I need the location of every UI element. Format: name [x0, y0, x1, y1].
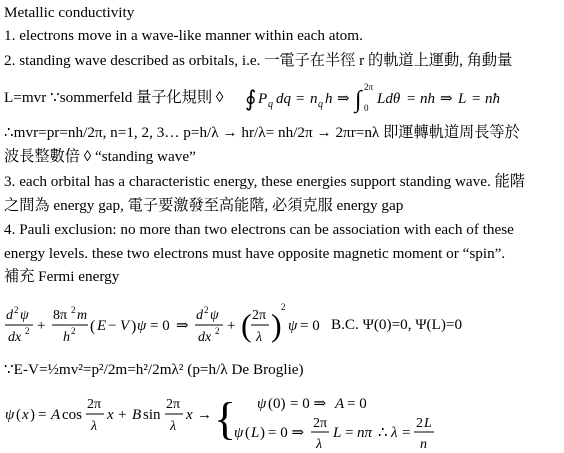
svg-text:ψ: ψ: [137, 318, 147, 334]
svg-text:∫: ∫: [355, 87, 362, 113]
svg-text:d: d: [6, 308, 13, 323]
svg-text:x: x: [22, 407, 29, 423]
svg-text:ψ: ψ: [5, 407, 15, 423]
svg-text:n: n: [310, 91, 318, 107]
document-title: Metallic conductivity: [4, 4, 135, 21]
svg-text:ψ: ψ: [288, 318, 298, 334]
svg-text:∴: ∴: [378, 425, 388, 441]
svg-text:=: =: [296, 91, 305, 107]
svg-text:nπ: nπ: [357, 425, 373, 441]
svg-text:=: =: [407, 91, 416, 107]
svg-text:L: L: [424, 416, 432, 431]
svg-text:(: (: [16, 407, 21, 423]
svg-text:+: +: [118, 407, 127, 423]
svg-text:= 0: = 0: [300, 318, 320, 334]
svg-text:ψ: ψ: [210, 308, 219, 323]
svg-text:L: L: [458, 91, 467, 107]
svg-text:= 0: = 0: [150, 318, 170, 334]
svg-text:→: →: [197, 407, 212, 423]
svg-text:d: d: [196, 308, 203, 323]
svg-text:x: x: [107, 407, 114, 423]
svg-text:0: 0: [364, 103, 369, 113]
svg-text:h: h: [63, 330, 70, 345]
paragraph-4-line-2: energy levels. these two electrons must have opposite magnetic moment or “spin”.: [4, 245, 506, 262]
svg-text:∮: ∮: [245, 86, 257, 111]
svg-text:ψ: ψ: [234, 425, 244, 441]
svg-text:λ: λ: [316, 437, 323, 452]
svg-text:2π: 2π: [87, 397, 102, 412]
supplement-heading: 補充 Fermi energy: [4, 268, 120, 285]
svg-text:): ): [131, 318, 137, 335]
energy-relation-line: ∵E-V=½mv²=p²/2m=h²/2mλ² (p=h/λ De Broglie): [4, 361, 304, 378]
paragraph-4-line-1: 4. Pauli exclusion: no more than two electrons can be association with each of these: [4, 221, 514, 238]
svg-text:⇒: ⇒: [337, 91, 350, 107]
svg-text:q: q: [318, 99, 323, 110]
svg-text:dq: dq: [276, 91, 291, 107]
svg-text:⇒: ⇒: [440, 91, 453, 107]
svg-text:2π: 2π: [252, 308, 267, 323]
svg-text:nħ: nħ: [485, 91, 500, 107]
svg-text:cos: cos: [62, 407, 82, 423]
svg-text:2π: 2π: [166, 397, 181, 412]
svg-text:L: L: [251, 425, 260, 441]
svg-text:nh: nh: [420, 91, 435, 107]
paragraph-3-line-2: 之間為 energy gap, 電子要激發至高能階, 必須克服 energy gap: [4, 197, 404, 214]
svg-text:sin: sin: [143, 407, 161, 423]
svg-text:2: 2: [71, 326, 76, 336]
svg-text:=: =: [345, 425, 354, 441]
svg-text:V: V: [120, 318, 130, 334]
svg-text:{: {: [214, 393, 237, 444]
svg-text:λ: λ: [391, 425, 398, 441]
svg-text:2: 2: [71, 305, 76, 315]
svg-text:n: n: [420, 437, 427, 452]
svg-text:2: 2: [25, 326, 30, 336]
derivation-line-1: ∴mvr=pr=nh/2π, n=1, 2, 3… p=h/λ → hr/λ= nh/2π → 2πr=nλ 即運轉軌道周長等於: [4, 124, 520, 141]
svg-text:(0): (0): [268, 396, 286, 412]
svg-text:A: A: [335, 396, 345, 412]
svg-text:λ: λ: [170, 419, 177, 434]
svg-text:): ): [30, 407, 35, 423]
svg-text:2π: 2π: [364, 82, 374, 92]
svg-text:h: h: [325, 91, 333, 107]
svg-text:⇒: ⇒: [176, 318, 189, 334]
svg-text:+: +: [227, 318, 236, 334]
svg-text:A: A: [51, 407, 61, 423]
svg-text:= 0 ⇒: = 0 ⇒: [268, 425, 305, 441]
svg-text:= 0: = 0: [347, 396, 367, 412]
svg-text:dx: dx: [8, 330, 22, 345]
boundary-conditions: B.C. Ψ(0)=0, Ψ(L)=0: [331, 316, 463, 333]
paragraph-3-line-1: 3. each orbital has a characteristic energy, these energies support standing wave. 能階: [4, 173, 525, 190]
equation-l-prefix: L=mvr ∵sommerfeld 量子化規則 ◊: [4, 89, 224, 106]
svg-text:P: P: [258, 91, 268, 107]
svg-text:q: q: [268, 99, 273, 110]
svg-text:2: 2: [416, 416, 423, 431]
svg-text:ψ: ψ: [257, 396, 267, 412]
svg-text:(: (: [245, 425, 250, 441]
svg-text:−: −: [108, 318, 117, 334]
svg-text:= 0 ⇒: = 0 ⇒: [290, 396, 327, 412]
paragraph-2: 2. standing wave described as orbitals, i.e. 一電子在半徑 r 的軌道上運動, 角動量: [4, 52, 513, 69]
svg-text:+: +: [37, 318, 46, 334]
svg-text:2: 2: [204, 305, 209, 315]
svg-text:Ldθ: Ldθ: [377, 91, 401, 107]
svg-text:L: L: [333, 425, 342, 441]
svg-text:dx: dx: [198, 330, 212, 345]
svg-text:m: m: [77, 308, 88, 323]
svg-text:2π: 2π: [313, 416, 328, 431]
svg-text:=: =: [402, 425, 411, 441]
paragraph-1: 1. electrons move in a wave-like manner within each atom.: [4, 27, 363, 44]
svg-text:ψ: ψ: [20, 308, 29, 323]
svg-text:λ: λ: [91, 419, 98, 434]
svg-text:8π: 8π: [53, 308, 68, 323]
svg-text:λ: λ: [256, 330, 263, 345]
svg-text:(: (: [241, 307, 252, 343]
svg-text:=: =: [472, 91, 481, 107]
svg-text:2: 2: [14, 305, 19, 315]
svg-text:): ): [260, 425, 265, 441]
derivation-line-2: 波長整數倍 ◊ “standing wave”: [4, 148, 196, 165]
svg-text:(: (: [90, 318, 96, 335]
svg-text:2: 2: [215, 326, 220, 336]
svg-text:): ): [271, 307, 282, 343]
svg-text:B: B: [132, 407, 142, 423]
svg-text:x: x: [186, 407, 193, 423]
svg-text:E: E: [97, 318, 107, 334]
svg-text:2: 2: [281, 302, 286, 312]
svg-text:=: =: [38, 407, 47, 423]
